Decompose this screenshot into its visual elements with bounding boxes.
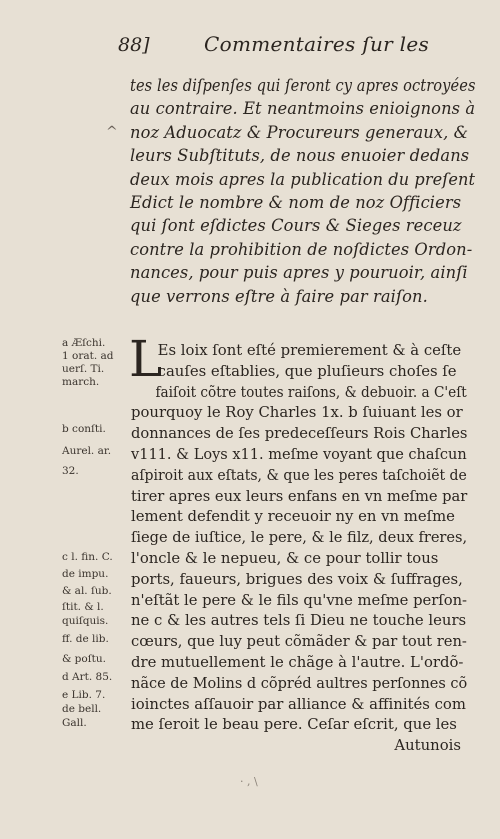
- margin-note: de bell.: [62, 703, 102, 715]
- italic-line: deux mois apres la publication du preſent: [130, 169, 476, 189]
- italic-ordinance-text: [130, 74, 480, 308]
- italic-line: noz Aduocatz & Procureurs generaux, &: [130, 122, 469, 142]
- text-line: donnances de ſes predeceſſeurs Rois Charles: [131, 424, 468, 443]
- margin-note: ff. de lib.: [62, 633, 109, 645]
- commentary-text: [131, 340, 471, 756]
- margin-note: c l. fin. C.: [62, 551, 113, 563]
- margin-note: & poſtu.: [62, 653, 106, 665]
- margin-note: & al. ſub.: [62, 585, 112, 597]
- text-line: cauſes eſtablies, que pluſieurs choſes ſe: [157, 361, 457, 380]
- margin-note: quiſquis.: [62, 615, 109, 627]
- italic-line: nances, pour puis apres y pouruoir, ainſi: [130, 263, 468, 283]
- text-line: tirer apres eux leurs enfans en vn meſme par: [131, 486, 468, 505]
- margin-note: e Lib. 7.: [62, 689, 106, 701]
- drop-cap: L: [129, 330, 163, 388]
- margin-note: ſtit. & l.: [62, 601, 104, 613]
- margin-note: de impu.: [62, 568, 109, 580]
- page-header: [100, 28, 430, 62]
- text-line: v111. & Loys x11. meſme voyant que chaſcun: [131, 444, 467, 463]
- page-specks: · , \: [240, 775, 258, 788]
- catchword: Autunois: [394, 736, 461, 755]
- text-line: Es loix ſont eſté premierement & à ceſte: [157, 341, 462, 359]
- margin-note: Aurel. ar.: [62, 445, 112, 457]
- margin-note: 1 orat. ad: [62, 350, 114, 362]
- margin-note: 32.: [62, 465, 79, 477]
- margin-note: march.: [62, 376, 100, 388]
- italic-line: au contraire. Et neantmoins enioignons à: [130, 99, 476, 119]
- margin-note: d Art. 85.: [62, 671, 113, 683]
- text-line: ioinctes aſſauoir par alliance & affinités com: [131, 694, 466, 713]
- italic-line: qui ſont eſdictes Cours & Sieges receuz: [130, 216, 462, 236]
- italic-line: contre la prohibition de noſdictes Ordon-: [130, 239, 473, 259]
- text-line: lement defendit y receuoir ny en vn meſme: [131, 507, 455, 526]
- text-line: pourquoy le Roy Charles 1x. b ſuiuant les or: [131, 403, 463, 422]
- text-line: ports, faueurs, brigues des voix & ſuffrages,: [131, 569, 463, 588]
- text-line: faiſoit cõtre toutes raiſons, & debuoir. a C'eſt: [155, 382, 467, 401]
- insertion-mark: ^: [106, 124, 118, 140]
- text-line: nãce de Molins d cõpréd aultres perſonnes cõ: [131, 673, 468, 692]
- margin-note: a Æſchi.: [62, 337, 106, 349]
- page-number: 88]: [118, 34, 150, 56]
- text-line: ne c & les autres tels ſi Dieu ne touche leurs: [131, 611, 467, 630]
- text-line: cœurs, que luy peut cõmãder & par tout ren-: [131, 632, 467, 651]
- margin-note: uerſ. Ti.: [62, 363, 105, 375]
- text-line: ſiege de iuſtice, le pere, & le filz, deux freres,: [131, 528, 468, 547]
- text-line: l'oncle & le nepueu, & ce pour tollir tous: [131, 548, 439, 567]
- text-line: n'eſtãt le pere & le fils qu'vne meſme perſon-: [131, 590, 468, 609]
- margin-note: Gall.: [62, 717, 87, 729]
- italic-line: Edict le nombre & nom de noz Officiers: [130, 193, 462, 213]
- italic-line: tes les diſpenſes qui ſeront cy apres octroyées: [130, 76, 476, 95]
- margin-note: b conſti.: [62, 423, 106, 435]
- text-line: me ſeroit le beau pere. Ceſar eſcrit, que les: [131, 715, 457, 734]
- running-title: Commentaires ſur les: [204, 32, 430, 56]
- text-line: aſpiroit aux eſtats, & que les peres taſchoiẽt de: [131, 465, 467, 484]
- text-line: dre mutuellement le chãge à l'autre. L'ordõ-: [131, 652, 464, 671]
- italic-line: leurs Subſtituts, de nous enuoier dedans: [130, 146, 470, 166]
- italic-line: que verrons eſtre à faire par raiſon.: [130, 286, 428, 306]
